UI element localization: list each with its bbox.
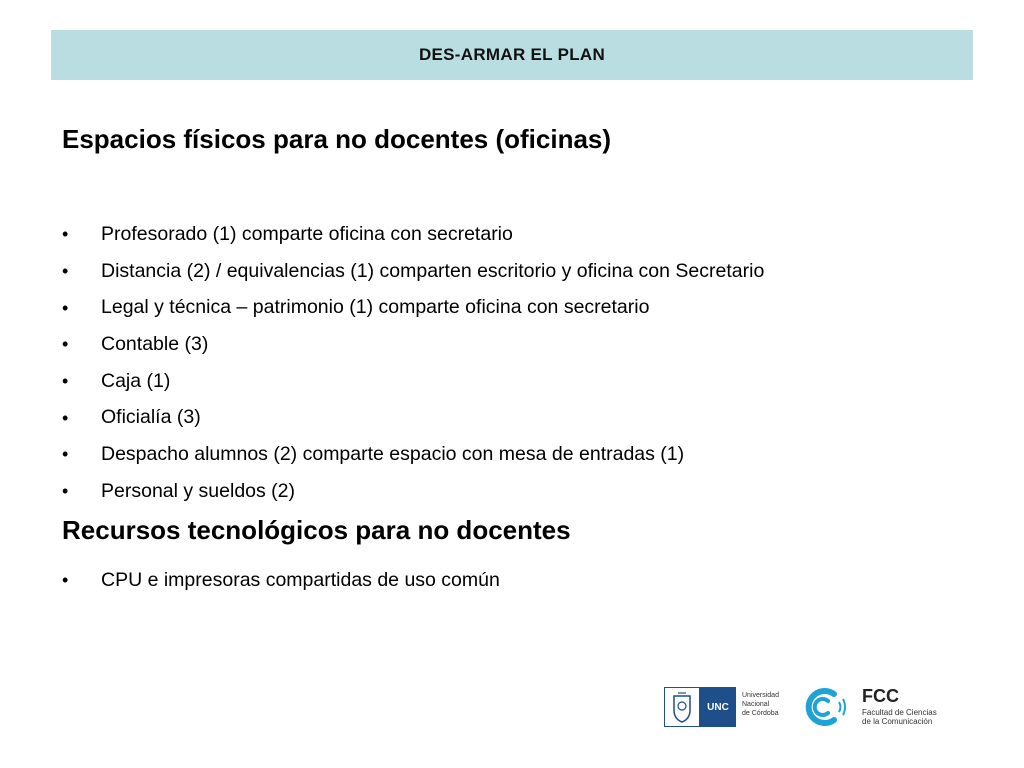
section-heading-espacios: Espacios físicos para no docentes (oficinas)	[62, 124, 612, 154]
unc-abbrev: UNC	[700, 687, 736, 727]
bullet-icon: •	[62, 444, 69, 465]
list-item	[62, 326, 764, 363]
header-bar	[51, 30, 973, 80]
list-item	[62, 399, 764, 436]
slide-title: DES-ARMAR EL PLAN	[418, 45, 606, 64]
fcc-logo	[804, 684, 954, 730]
list-item	[62, 216, 764, 253]
list-item	[62, 436, 764, 473]
fcc-mark-icon	[804, 686, 848, 728]
list-item-text: CPU e impresoras compartidas de uso común	[101, 568, 500, 591]
section-heading-recursos: Recursos tecnológicos para no docentes	[62, 515, 571, 545]
bullet-icon: •	[62, 261, 69, 282]
bullet-icon: •	[62, 407, 69, 428]
list-item-text: Profesorado (1) comparte oficina con secretario	[101, 222, 513, 245]
list-item-text: Contable (3)	[101, 332, 209, 355]
bullet-list-espacios	[62, 216, 764, 510]
unc-logo	[664, 687, 784, 727]
unc-name: Universidad Nacional de Córdoba	[742, 692, 779, 717]
list-item-text: Personal y sueldos (2)	[101, 479, 296, 502]
fcc-abbrev: FCC	[862, 686, 899, 706]
list-item	[62, 289, 764, 326]
unc-shield-icon	[664, 687, 700, 727]
footer-logos	[664, 684, 954, 730]
list-item-text: Oficialía (3)	[101, 406, 201, 429]
list-item	[62, 363, 764, 400]
bullet-icon: •	[62, 570, 69, 591]
bullet-icon: •	[62, 297, 69, 318]
fcc-name: Facultad de Ciencias de la Comunicación	[862, 708, 937, 726]
list-item-text: Legal y técnica – patrimonio (1) comparte oficina con secretario	[101, 296, 650, 319]
bullet-list-recursos	[62, 562, 500, 599]
list-item	[62, 253, 764, 290]
bullet-icon: •	[62, 371, 69, 392]
list-item	[62, 473, 764, 510]
bullet-icon: •	[62, 334, 69, 355]
bullet-icon: •	[62, 224, 69, 245]
list-item	[62, 562, 500, 599]
list-item-text: Despacho alumnos (2) comparte espacio con mesa de entradas (1)	[101, 442, 685, 465]
list-item-text: Caja (1)	[101, 369, 171, 392]
list-item-text: Distancia (2) / equivalencias (1) comparten escritorio y oficina con Secretario	[101, 259, 765, 282]
bullet-icon: •	[62, 481, 69, 502]
